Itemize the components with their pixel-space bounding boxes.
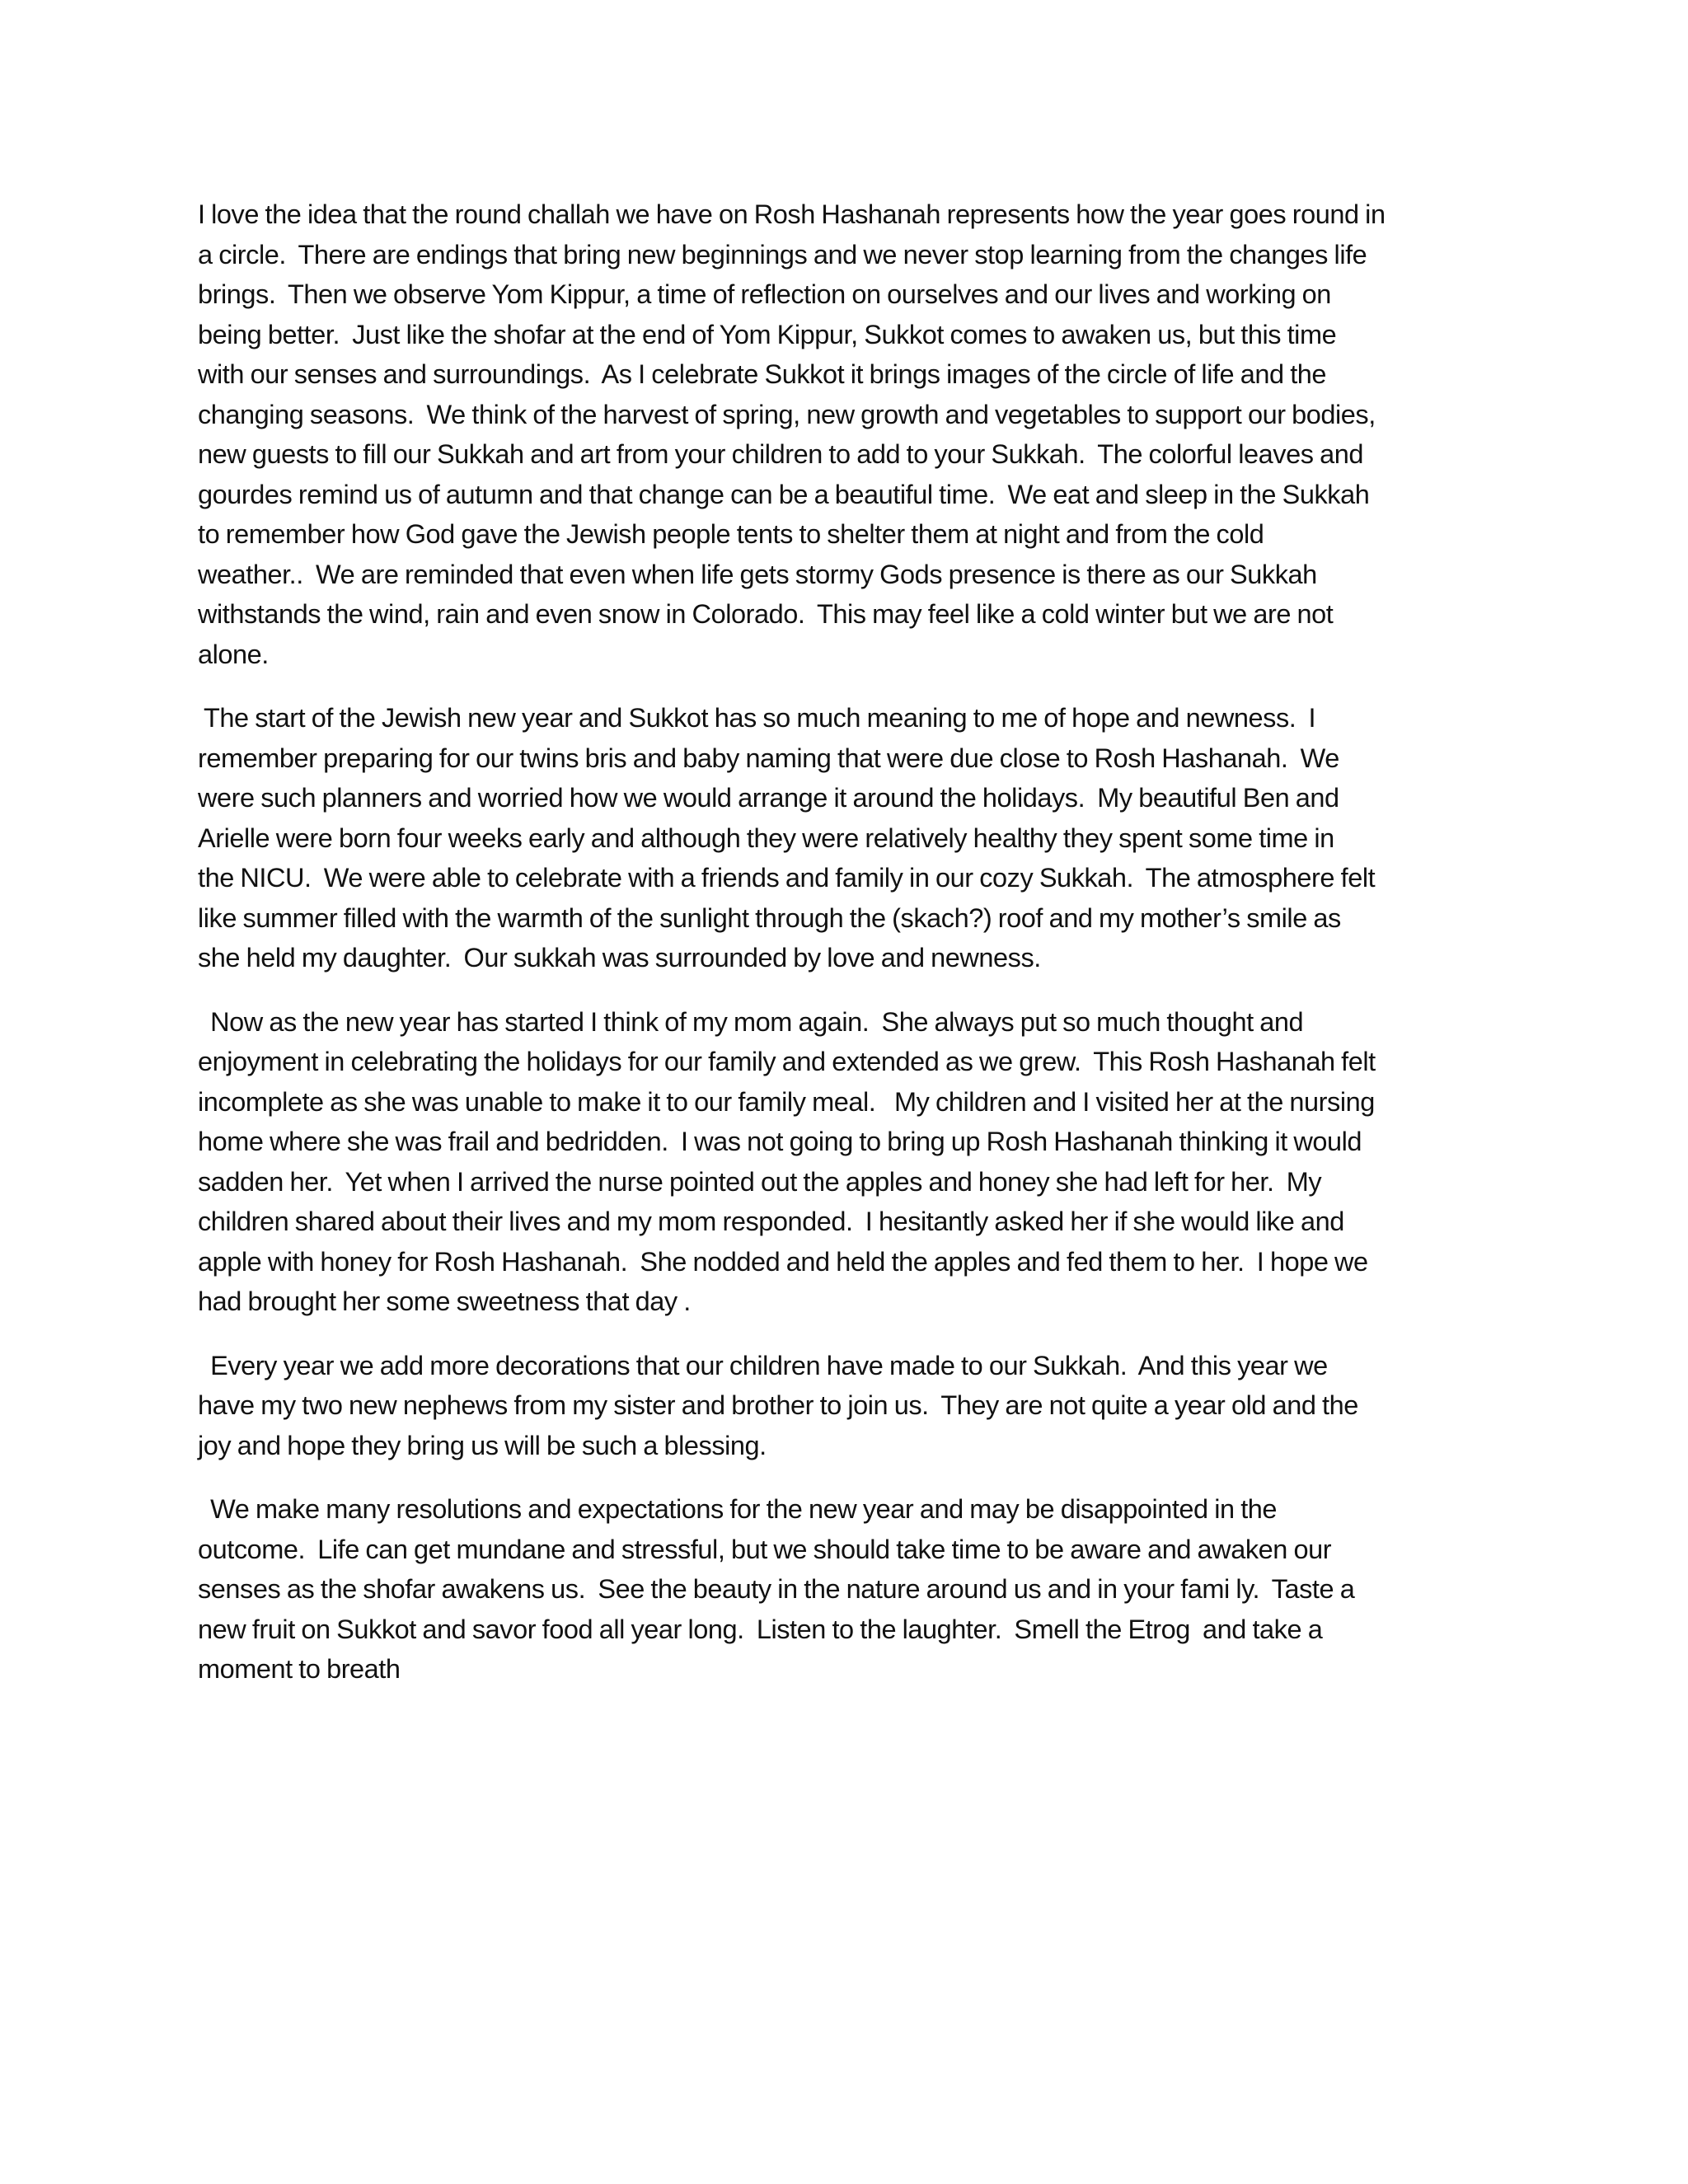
text-line: moment to breath (198, 1654, 401, 1684)
document-body (198, 194, 1500, 1713)
paragraph-5 (198, 1489, 1500, 1690)
text-line: outcome. Life can get mundane and stressful, but we should take time to be aware and awaken our (198, 1534, 1332, 1564)
text-line: I love the idea that the round challah we have on Rosh Hashanah represents how the year goes round in (198, 199, 1386, 229)
paragraph-1 (198, 194, 1500, 674)
text-line: Every year we add more decorations that our children have made to our Sukkah. And this year we (198, 1350, 1328, 1380)
text-line: to remember how God gave the Jewish people tents to shelter them at night and from the cold (198, 519, 1264, 549)
text-line: changing seasons. We think of the harvest of spring, new growth and vegetables to support our bodies, (198, 399, 1376, 429)
text-line: Now as the new year has started I think of my mom again. She always put so much thought and (198, 1006, 1304, 1037)
text-line: new guests to fill our Sukkah and art from your children to add to your Sukkah. The colorful leaves and (198, 439, 1363, 469)
text-line: home where she was frail and bedridden. I was not going to bring up Rosh Hashanah thinking it would (198, 1127, 1362, 1156)
text-line: senses as the shofar awakens us. See the beauty in the nature around us and in your fami ly. Taste a (198, 1574, 1355, 1604)
paragraph-4 (198, 1346, 1500, 1466)
text-line: children shared about their lives and my mom responded. I hesitantly asked her if she would like and (198, 1207, 1344, 1236)
text-line: the NICU. We were able to celebrate with a friends and family in our cozy Sukkah. The atmosphere felt (198, 863, 1376, 893)
text-line: she held my daughter. Our sukkah was surrounded by love and newness. (198, 943, 1041, 972)
text-line: Arielle were born four weeks early and although they were relatively healthy they spent some time in (198, 823, 1334, 853)
text-line: withstands the wind, rain and even snow in Colorado. This may feel like a cold winter but we are not (198, 599, 1334, 629)
text-line: apple with honey for Rosh Hashanah. She nodded and held the apples and fed them to her. I hope we (198, 1246, 1368, 1277)
text-line: weather.. We are reminded that even when life gets stormy Gods presence is there as our Sukkah (198, 559, 1317, 589)
text-line: new fruit on Sukkot and savor food all year long. Listen to the laughter. Smell the Etrog and take a (198, 1614, 1323, 1644)
text-line: like summer filled with the warmth of the sunlight through the (skach?) roof and my mother’s smile as (198, 902, 1341, 933)
text-line: incomplete as she was unable to make it to our family meal. My children and I visited her at the nursing (198, 1086, 1375, 1117)
text-line: enjoyment in celebrating the holidays for our family and extended as we grew. This Rosh Hashanah felt (198, 1047, 1376, 1076)
text-line: joy and hope they bring us will be such a blessing. (198, 1430, 767, 1460)
text-line: We make many resolutions and expectations for the new year and may be disappointed in the (198, 1494, 1278, 1524)
text-line: had brought her some sweetness that day . (198, 1286, 691, 1316)
paragraph-2 (198, 698, 1500, 978)
text-line: with our senses and surroundings. As I celebrate Sukkot it brings images of the circle of life and the (198, 359, 1327, 389)
paragraph-3 (198, 1002, 1500, 1322)
text-line: sadden her. Yet when I arrived the nurse pointed out the apples and honey she had left for her. My (198, 1166, 1322, 1197)
text-line: a circle. There are endings that bring new beginnings and we never stop learning from the changes life (198, 239, 1367, 269)
text-line: have my two new nephews from my sister and brother to join us. They are not quite a year old and the (198, 1390, 1358, 1420)
text-line: brings. Then we observe Yom Kippur, a time of reflection on ourselves and our lives and working on (198, 279, 1331, 309)
text-line: were such planners and worried how we would arrange it around the holidays. My beautiful Ben and (198, 783, 1339, 813)
text-line: alone. (198, 639, 269, 669)
text-line: remember preparing for our twins bris and baby naming that were due close to Rosh Hashanah. We (198, 743, 1339, 773)
text-line: being better. Just like the shofar at the end of Yom Kippur, Sukkot comes to awaken us, but this time (198, 319, 1337, 349)
text-line: gourdes remind us of autumn and that change can be a beautiful time. We eat and sleep in the Sukkah (198, 479, 1370, 509)
text-line: The start of the Jewish new year and Sukkot has so much meaning to me of hope and newness. I (198, 703, 1316, 733)
